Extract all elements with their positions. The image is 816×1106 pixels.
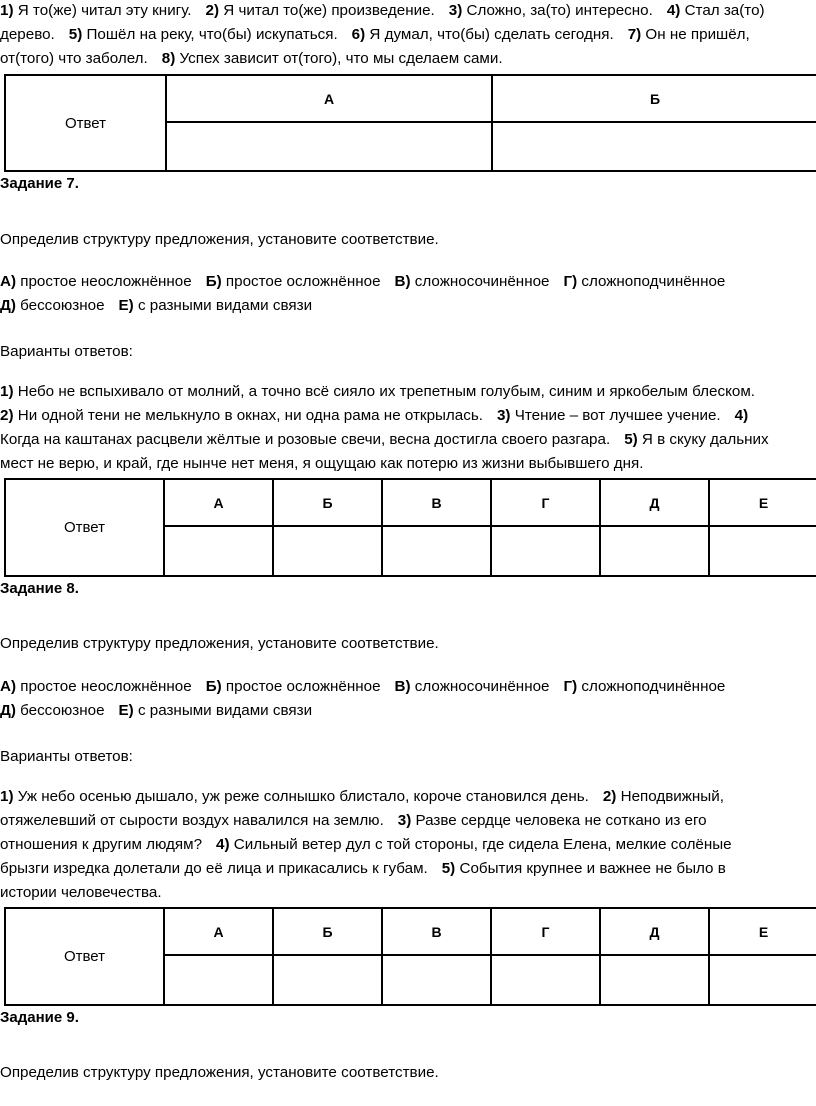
item-number: 4) (666, 2, 681, 19)
item-number: Г) (563, 678, 578, 695)
answer-cell[interactable] (491, 526, 600, 576)
item-text: Уж небо осенью дышало, уж реже солнышко блистало, короче становился день. (13, 788, 589, 805)
item-text: Небо не вспыхивало от молний, а точно всё сияло их трепетным голубым, синим и яркобелым блеском. (13, 383, 756, 400)
answer-header: Б (273, 479, 382, 526)
item-number: 2) (205, 2, 220, 19)
answer-cell[interactable] (600, 526, 709, 576)
task-9-title: Задание 9. (0, 1009, 79, 1026)
item-text: дерево. (0, 26, 55, 43)
item-number: А) (0, 678, 17, 695)
answer-table-3 (4, 907, 816, 1006)
item-number: 1) (0, 383, 14, 400)
item-number: Б) (205, 273, 222, 290)
item-text: Неподвижный, (616, 788, 724, 805)
answer-header: В (382, 479, 491, 526)
task-8-sentence-line (0, 810, 816, 832)
answer-label: Ответ (5, 908, 164, 1005)
item-number: Д) (0, 297, 16, 314)
item-text: бессоюзное (15, 702, 105, 719)
intro-line-1 (0, 0, 816, 22)
answer-header: Д (600, 908, 709, 955)
task-7-sentence-line (0, 453, 816, 475)
item-text: с разными видами связи (133, 702, 313, 719)
item-number: 5) (441, 860, 456, 877)
item-text: Я думал, что(бы) сделать сегодня. (365, 26, 614, 43)
answer-header: Г (491, 479, 600, 526)
item-number: 5) (68, 26, 83, 43)
answer-header: Г (491, 908, 600, 955)
item-number: 3) (448, 2, 463, 19)
task-8-instruction: Определив структуру предложения, установите соответствие. (0, 635, 439, 652)
item-text: Ни одной тени не мелькнуло в окнах, ни одна рама не открылась. (13, 407, 483, 424)
answer-cell[interactable] (273, 526, 382, 576)
answer-cell[interactable] (382, 955, 491, 1005)
item-number: 4) (734, 407, 749, 424)
item-text: События крупнее и важнее не было в (455, 860, 726, 877)
answer-header: А (164, 908, 273, 955)
item-text: сложносочинённое (410, 273, 550, 290)
task-9-instruction: Определив структуру предложения, установите соответствие. (0, 1064, 439, 1081)
item-number: Е) (118, 297, 134, 314)
item-text: Я то(же) читал эту книгу. (13, 2, 192, 19)
item-text: Чтение – вот лучшее учение. (510, 407, 721, 424)
answer-label: Ответ (5, 75, 166, 171)
task-8-sentence-line (0, 858, 816, 880)
item-number: 5) (624, 431, 638, 448)
task-8-title: Задание 8. (0, 580, 79, 597)
item-text: простое осложнённое (221, 273, 381, 290)
task-7-title: Задание 7. (0, 175, 79, 192)
item-text: Я в скуку дальних (637, 431, 769, 448)
answer-header: Б (273, 908, 382, 955)
answer-header-a: А (166, 75, 492, 122)
item-text: Пошёл на реку, что(бы) искупаться. (82, 26, 338, 43)
task-7-variants: Варианты ответов: (0, 343, 133, 360)
item-text: отношения к другим людям? (0, 836, 203, 853)
task-7-options-2 (0, 295, 816, 317)
item-number: 2) (602, 788, 617, 805)
task-8-variants: Варианты ответов: (0, 748, 133, 765)
item-number: 1) (0, 788, 14, 805)
answer-cell[interactable] (273, 955, 382, 1005)
item-text: Я читал то(же) произведение. (219, 2, 435, 19)
item-text: Сложно, за(то) интересно. (462, 2, 653, 19)
answer-table-2 (4, 478, 816, 577)
answer-cell[interactable] (382, 526, 491, 576)
answer-header: В (382, 908, 491, 955)
answer-header: Е (709, 479, 816, 526)
item-number: Г) (563, 273, 578, 290)
answer-label: Ответ (5, 479, 164, 576)
task-7-instruction: Определив структуру предложения, установите соответствие. (0, 231, 439, 248)
item-text: простое неосложнённое (16, 678, 192, 695)
answer-cell[interactable] (164, 955, 273, 1005)
item-text: брызги изредка долетали до её лица и прикасались к губам. (0, 860, 428, 877)
item-text: бессоюзное (15, 297, 105, 314)
task-8-options-1 (0, 676, 816, 698)
answer-cell-a[interactable] (166, 122, 492, 171)
item-number: Е) (118, 702, 134, 719)
answer-cell-b[interactable] (492, 122, 816, 171)
item-number: 3) (397, 812, 412, 829)
answer-header: А (164, 479, 273, 526)
item-number: 3) (496, 407, 511, 424)
task-8-sentence-line (0, 882, 816, 904)
answer-cell[interactable] (709, 955, 816, 1005)
answer-header-b: Б (492, 75, 816, 122)
task-7-options-1 (0, 271, 816, 293)
answer-header: Д (600, 479, 709, 526)
item-number: 7) (627, 26, 642, 43)
item-text: Он не пришёл, (641, 26, 750, 43)
task-8-sentence-line (0, 786, 816, 808)
answer-cell[interactable] (491, 955, 600, 1005)
intro-line-3 (0, 48, 816, 70)
answer-table-1 (4, 74, 816, 172)
item-number: Д) (0, 702, 16, 719)
task-8-sentence-line (0, 834, 816, 856)
task-7-sentence-line (0, 405, 816, 427)
task-7-sentence-line (0, 429, 816, 451)
task-8-options-2 (0, 700, 816, 722)
item-number: Б) (205, 678, 222, 695)
item-text: Когда на каштанах расцвели жёлтые и розовые свечи, весна достигла своего разгара. (0, 431, 611, 448)
item-text: отяжелевший от сырости воздух навалился на землю. (0, 812, 384, 829)
item-number: 2) (0, 407, 14, 424)
item-number: 4) (216, 836, 230, 853)
item-number: В) (394, 678, 411, 695)
answer-cell[interactable] (600, 955, 709, 1005)
intro-line-2 (0, 24, 816, 46)
item-text: мест не верю, и край, где нынче нет меня, я ощущаю как потерю из жизни выбывшего дня. (0, 455, 644, 472)
item-text: Сильный ветер дул с той стороны, где сидела Елена, мелкие солёные (229, 836, 732, 853)
item-number: 1) (0, 2, 14, 19)
item-text: сложноподчинённое (577, 678, 726, 695)
item-number: 8) (161, 50, 176, 67)
item-text: от(того) что заболел. (0, 50, 148, 67)
item-text: простое осложнённое (221, 678, 381, 695)
answer-cell[interactable] (164, 526, 273, 576)
answer-header: Е (709, 908, 816, 955)
item-text: с разными видами связи (133, 297, 313, 314)
item-text: простое неосложнённое (16, 273, 192, 290)
item-number: В) (394, 273, 411, 290)
item-number: А) (0, 273, 17, 290)
item-text: Разве сердце человека не соткано из его (411, 812, 707, 829)
item-number: 6) (351, 26, 366, 43)
item-text: истории человечества. (0, 884, 162, 901)
item-text: Стал за(то) (680, 2, 765, 19)
item-text: сложноподчинённое (577, 273, 726, 290)
answer-cell[interactable] (709, 526, 816, 576)
task-7-sentence-line (0, 381, 816, 403)
item-text: Успех зависит от(того), что мы сделаем сами. (175, 50, 503, 67)
item-text: сложносочинённое (410, 678, 550, 695)
